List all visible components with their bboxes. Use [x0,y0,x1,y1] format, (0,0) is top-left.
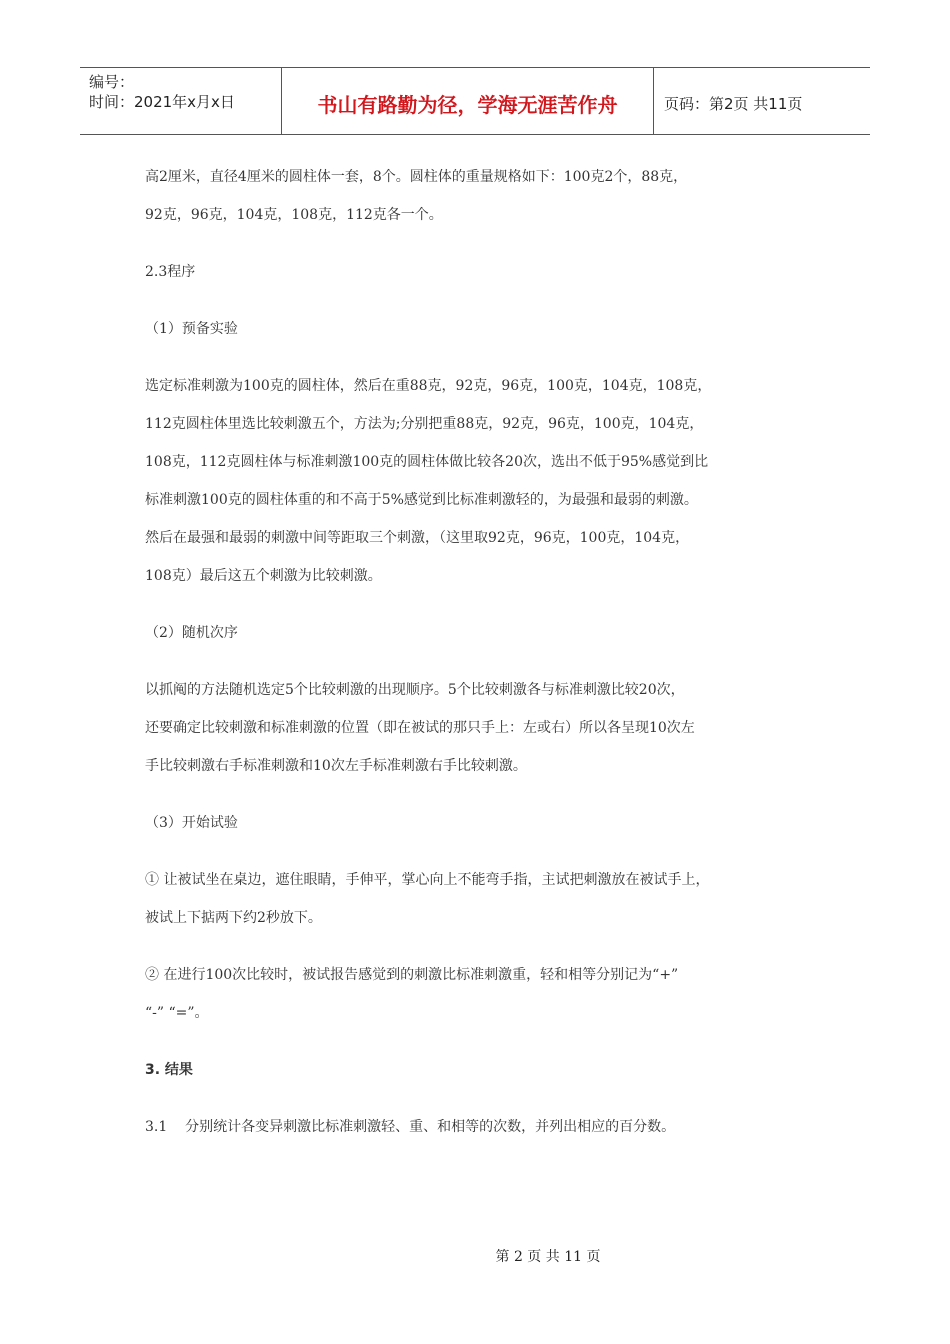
paragraph-line: 92克，96克，104克，108克，112克各一个。 [145,207,443,223]
paragraph-line: 被试上下掂两下约2秒放下。 [145,910,322,926]
paragraph-line: 然后在最强和最弱的刺激中间等距取三个刺激，（这里取92克，96克，100克，104克， [145,530,690,546]
paragraph-line: 还要确定比较刺激和标准刺激的位置（即在被试的那只手上：左或右）所以各呈现10次左 [145,720,695,736]
header-meta [80,68,282,134]
paragraph-line: 选定标准刺激为100克的圆柱体，然后在重88克，92克，96克，100克，104克，108克， [145,378,712,394]
paragraph-line: 以抓阄的方法随机选定5个比较刺激的出现顺序。5个比较刺激各与标准刺激比较20次， [145,682,685,698]
subsection-heading-start: （3）开始试验 [145,815,238,831]
subsection-heading-random: （2）随机次序 [145,625,238,641]
paragraph-line: 3.1 分别统计各变异刺激比标准刺激轻、重、和相等的次数，并列出相应的百分数。 [145,1119,676,1135]
paragraph-line: 108克，112克圆柱体与标准刺激100克的圆柱体做比较各20次，选出不低于95%感觉到比 [145,454,709,470]
header-page-info: 页码：第2页 共11页 [664,94,803,113]
page-footer: 第 2 页 共 11 页 [495,1249,601,1265]
paragraph-line: 标准刺激100克的圆柱体重的和不高于5%感觉到比标准刺激轻的，为最强和最弱的刺激。 [145,492,698,508]
date-label: 时间：2021年x月x日 [89,93,235,111]
subsection-heading-prep: （1）预备实验 [145,321,238,337]
paragraph-line: “-” “=”。 [145,1005,209,1021]
number-label: 编号： [89,73,135,91]
paragraph-line: ② 在进行100次比较时，被试报告感觉到的刺激比标准刺激重，轻和相等分别记为“+” [145,967,679,983]
header-motto: 书山有路勤为径，学海无涯苦作舟 [282,68,654,134]
section-heading-program: 2.3程序 [145,264,196,280]
paragraph-line: 高2厘米，直径4厘米的圆柱体一套，8个。圆柱体的重量规格如下：100克2个，88克， [145,169,688,185]
paragraph-line: 手比较刺激右手标准刺激和10次左手标准刺激右手比较刺激。 [145,758,527,774]
paragraph-line: ① 让被试坐在桌边，遮住眼睛，手伸平，掌心向上不能弯手指，主试把刺激放在被试手上， [145,872,710,888]
page-header [80,67,870,135]
section-heading-results: 3. 结果 [145,1062,193,1078]
paragraph-line: 112克圆柱体里选比较刺激五个，方法为;分别把重88克，92克，96克，100克，104克， [145,416,704,432]
paragraph-line: 108克）最后这五个刺激为比较刺激。 [145,568,382,584]
document-body [145,158,815,1146]
